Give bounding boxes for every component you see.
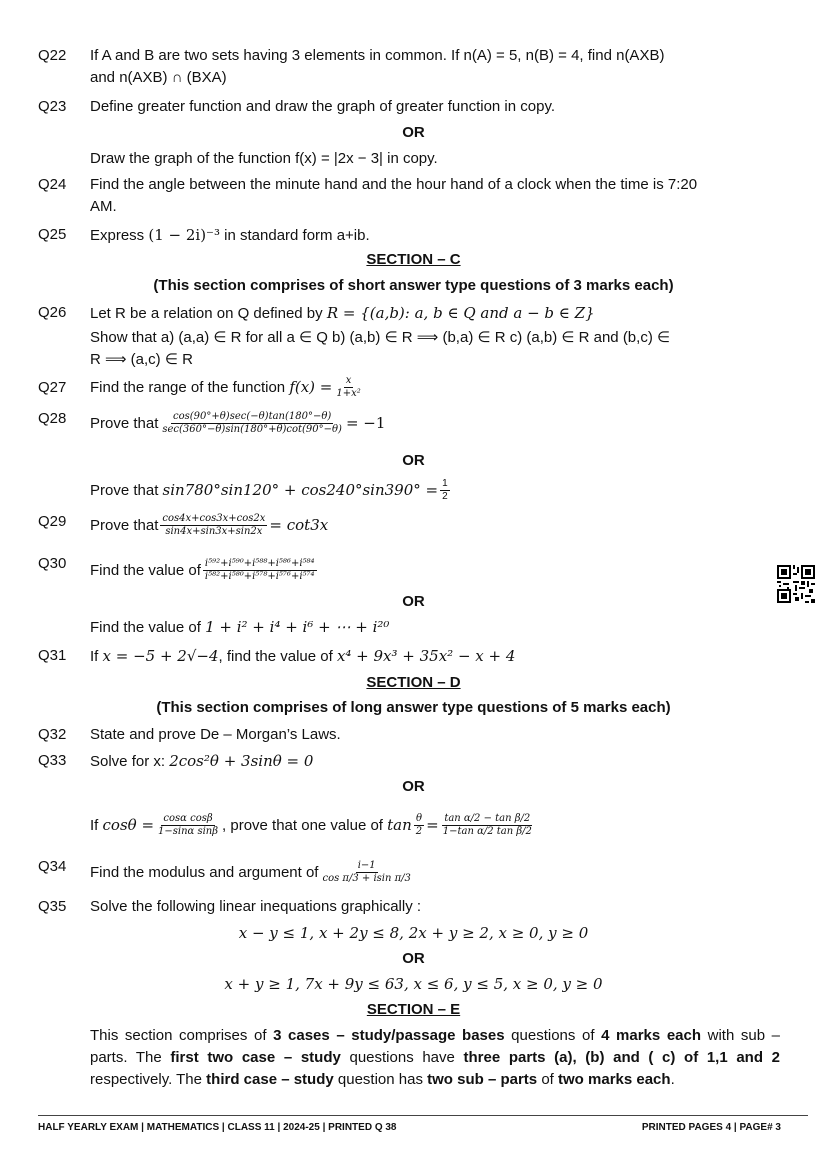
question-text: If cosθ = $\frac{\text{cosα cosβ}}{\text{1−sinα sinβ}}$ , prove that one value of tan $\frac{\theta}{2}$ = $\frac{\text{tan α/2 − tan β/2}}{\text{1−tan α/2 tan β/2}}$ [90, 812, 532, 837]
footer-page-info: PRINTED PAGES 4 | PAGE# 3 [641, 1122, 781, 1133]
or-label: OR [402, 452, 425, 469]
question-number: Q32 [38, 726, 67, 743]
section-title: SECTION – C [366, 251, 461, 268]
question-text: Prove that cos(90°+θ)sec(−θ)tan(180°−θ) sec(360°−θ)sin(180°+θ)cot(90°−θ) = −1 [90, 410, 386, 435]
question-text: and n(AXB) ∩ (BXA) [90, 69, 227, 86]
question-text: Prove that sin780°sin120° + cos240°sin390° = $\frac{1}{2}$ [90, 477, 448, 502]
question-text: Find the modulus and argument of i−1 cos π/3 + isin π/3 [90, 859, 411, 884]
question-text: Solve for x: 2cos²θ + 3sinθ = 0 [90, 752, 314, 770]
section-title: SECTION – D [366, 674, 461, 691]
qr-code-icon [777, 565, 815, 603]
question-number: Q35 [38, 898, 67, 915]
question-text: R ⟹ (a,c) ∈ R [90, 351, 193, 368]
question-text: Find the angle between the minute hand and the hour hand of a clock when the time is 7:20 [90, 176, 698, 193]
inequation-set: x − y ≤ 1, x + 2y ≤ 8, 2x + y ≥ 2, x ≥ 0, y ≥ 0 [238, 924, 589, 942]
question-number: Q24 [38, 176, 67, 193]
question-text: Prove that $\frac{\cos 4x+\cos 3x+\cos 2x}{\sin 4x+\sin 3x+\sin 2x}$ = cot3x [90, 512, 329, 537]
question-number: Q25 [38, 226, 67, 243]
question-text: Let R be a relation on Q defined by R = {(a,b): a, b ∈ Q and a − b ∈ Z} [90, 304, 595, 322]
inequation-set: x + y ≥ 1, 7x + 9y ≤ 63, x ≤ 6, y ≤ 5, x ≥ 0, y ≥ 0 [224, 975, 603, 993]
question-text: Find the value of i⁵⁹²+i⁵⁹⁰+i⁵⁸⁸+i⁵⁸⁶+i⁵⁸⁴ i⁵⁸²+i⁵⁸⁰+i⁵⁷⁸+i⁵⁷⁶+i⁵⁷⁴ [90, 557, 315, 582]
section-title: SECTION – E [366, 1001, 461, 1018]
or-label: OR [402, 593, 425, 610]
question-number: Q28 [38, 410, 67, 427]
or-label: OR [402, 950, 425, 967]
section-subtitle: (This section comprises of short answer type questions of 3 marks each) [153, 277, 674, 294]
or-label: OR [402, 124, 425, 141]
question-text: AM. [90, 198, 117, 215]
question-number: Q34 [38, 858, 67, 875]
question-text: Find the value of 1 + i² + i⁴ + i⁶ + ⋯ + i²⁰ [90, 618, 390, 636]
question-text: Define greater function and draw the graph of greater function in copy. [90, 98, 556, 115]
footer-divider [38, 1115, 808, 1116]
question-text: If A and B are two sets having 3 elements in common. If n(A) = 5, n(B) = 4, find n(AXB) [90, 47, 665, 64]
question-text: Solve the following linear inequations graphically : [90, 898, 422, 915]
section-subtitle: (This section comprises of long answer type questions of 5 marks each) [156, 699, 671, 716]
question-number: Q30 [38, 555, 67, 572]
question-text: State and prove De – Morgan’s Laws. [90, 726, 341, 743]
question-text: Draw the graph of the function f(x) = |2x − 3| in copy. [90, 150, 438, 167]
question-number: Q29 [38, 513, 67, 530]
question-number: Q26 [38, 304, 67, 321]
question-number: Q27 [38, 379, 67, 396]
question-text: If x = −5 + 2√−4, find the value of x⁴ + 9x³ + 35x² − x + 4 [90, 647, 516, 665]
question-text: Express (1 − 2i)⁻³ in standard form a+ib. [90, 226, 370, 244]
footer-exam-info: HALF YEARLY EXAM | MATHEMATICS | CLASS 11 | 2024-25 | PRINTED Q 38 [38, 1122, 397, 1133]
section-e-instructions: This section comprises of 3 cases – study/passage bases questions of 4 marks each with sub – parts. The first two case – study questions have three parts (a), (b) and ( c) of 1,1 and 2 respectively. The third case – study question has two sub – parts of two marks each. [90, 1027, 780, 1088]
question-number: Q31 [38, 647, 67, 664]
question-text: Show that a) (a,a) ∈ R for all a ∈ Q b) (a,b) ∈ R ⟹ (b,a) ∈ R c) (a,b) ∈ R and (b,c) ∈ [90, 329, 671, 346]
question-number: Q23 [38, 98, 67, 115]
question-number: Q22 [38, 47, 67, 64]
question-text: Find the range of the function f(x) = $\frac{x}{\text{1+x²}}$ [90, 374, 361, 399]
or-label: OR [402, 778, 425, 795]
question-number: Q33 [38, 752, 67, 769]
